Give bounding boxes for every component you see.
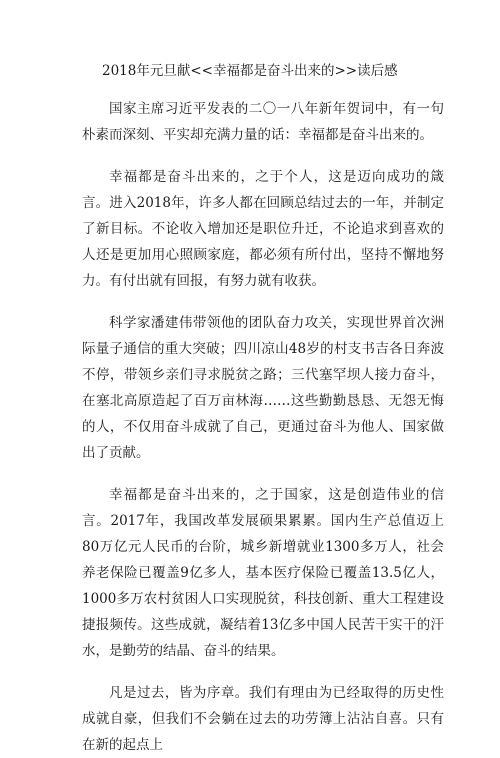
paragraph-5: 凡是过去，皆为序章。我们有理由为已经取得的历史性成就自豪，但我们不会躺在过去的功劳簿上沾沾自喜。只有在新的起点上	[82, 685, 444, 753]
paragraph-3: 科学家潘建伟带领他的团队奋力攻关，实现世界首次洲际量子通信的重大突破；四川凉山48岁的村支书吉各日奔波不停，带领乡亲们寻求脱贫之路；三代塞罕坝人接力奋斗，在塞北高原造起了百万亩林海……这些勤勤恳恳、无怨无悔的人，不仅用奋斗成就了自己，更通过奋斗为他人、国家做出了贡献。	[82, 315, 444, 461]
paragraph-2: 幸福都是奋斗出来的，之于个人，这是迈向成功的箴言。进入2018年，许多人都在回顾总结过去的一年，并制定了新目标。不论收入增加还是职位升迁，不论追求到喜欢的人还是更加用心照顾家庭，都必须有所付出，坚持不懈地努力。有付出就有回报，有努力就有收获。	[82, 169, 444, 289]
paragraph-1: 国家主席习近平发表的二〇一八年新年贺词中，有一句朴素而深刻、平实却充满力量的话：幸福都是奋斗出来的。	[82, 101, 444, 143]
document-title: 2018年元旦献<<幸福都是奋斗出来的>>读后感	[102, 63, 398, 79]
paragraph-4: 幸福都是奋斗出来的，之于国家，这是创造伟业的信言。2017年，我国改革发展硕果累累。国内生产总值迈上80万亿元人民币的台阶，城乡新增就业1300多万人，社会养老保险已覆盖9亿多人，基本医疗保险已覆盖13.5亿人，1000多万农村贫困人口实现脱贫，科技创新、重大工程建设捷报频传。这些成就，凝结着13亿多中国人民苦干实干的汗水，是勤劳的结晶、奋斗的结果。	[82, 487, 444, 659]
